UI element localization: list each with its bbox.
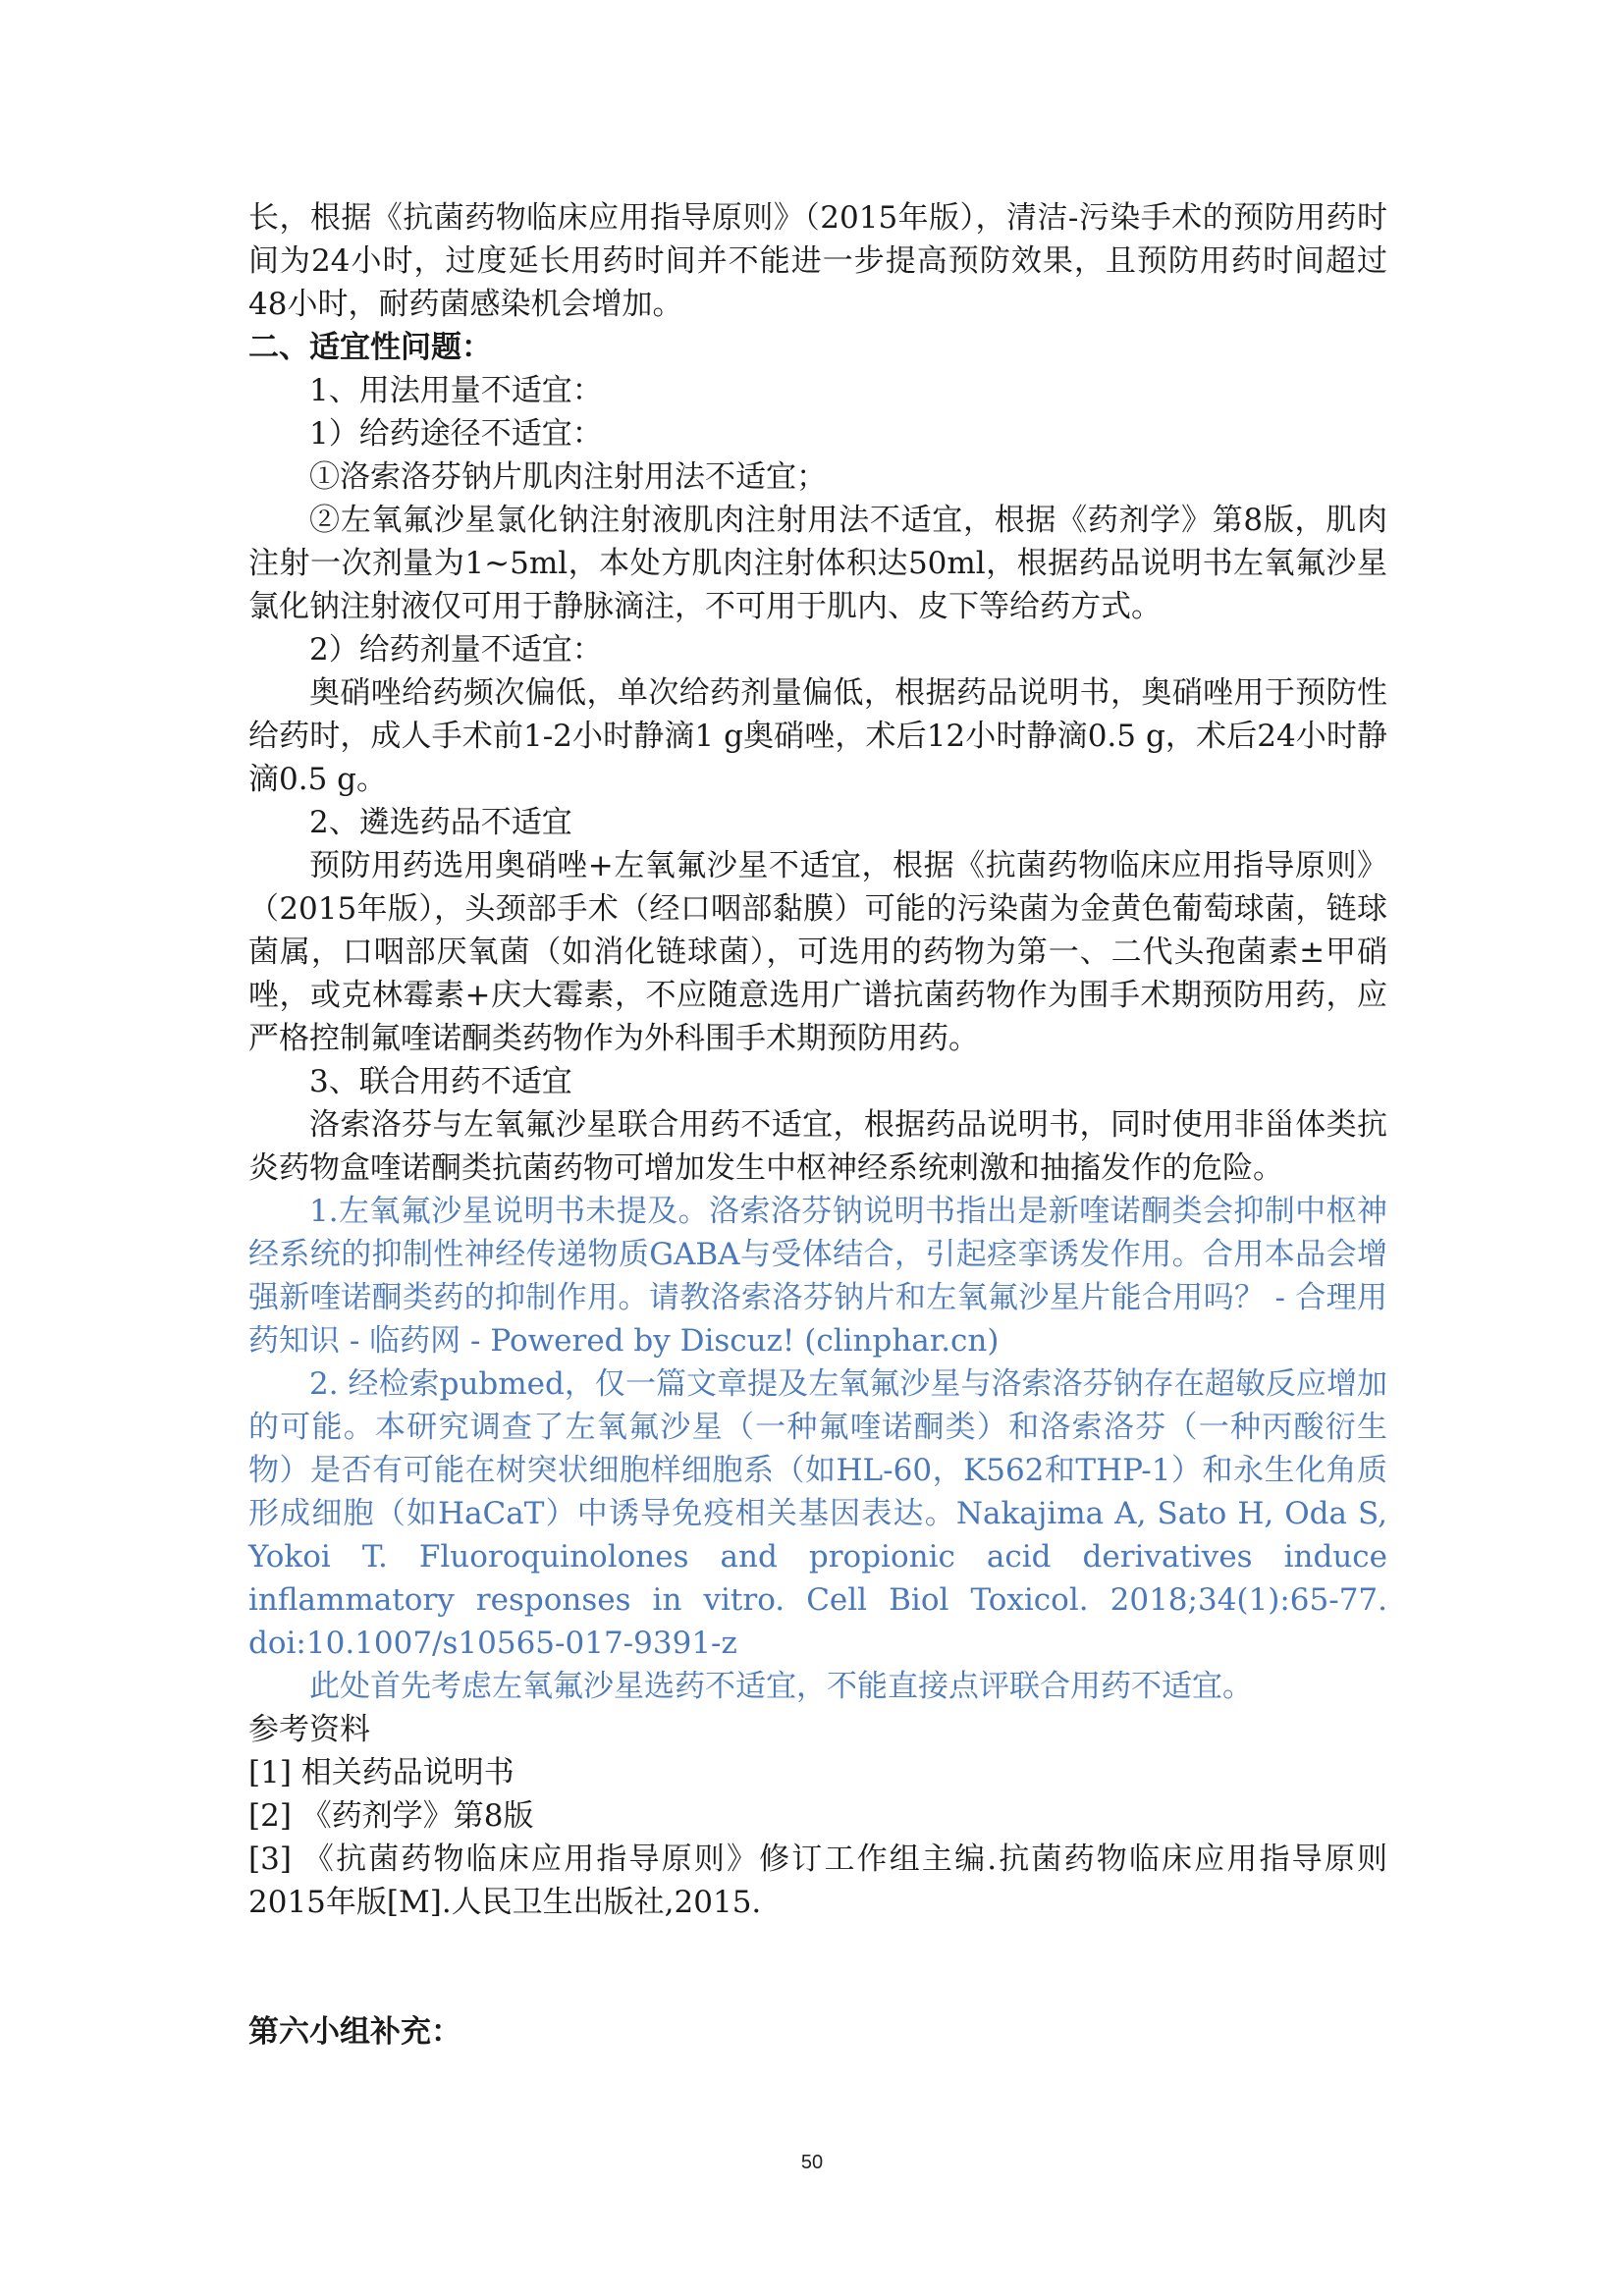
page-number: 50 [800,2152,824,2173]
subheading-combination: 3、联合用药不适宜 [309,1064,572,1099]
group-six-supplement-heading: 第六小组补充： [248,2014,461,2050]
comment-pubmed-note: 2. 经检索pubmed，仅一篇文章提及左氧氟沙星与洛索洛芬钠存在超敏反应增加的可能。本研究调查了左氧氟沙星（一种氟喹诺酮类）和洛索洛芬（一种丙酸衍生物）是否有可能在树突状细胞样细胞系（如HL-60，K562和THP-1）和永生化角质形成细胞（如HaCaT）中诱导免疫相关基因表达。Nakajima A, Sato H, Oda S, Yokoi T. Fluoroquinolones and propionic acid derivatives induce inflammatory responses in vitro. Cell Biol Toxicol. 2018;34(1):65-77. doi:10.1007/s10565-017-9391-z [248,1366,1387,1661]
subheading-drug-selection: 2、遴选药品不适宜 [309,805,572,840]
section-heading-appropriateness: 二、适宜性问题： [248,330,492,365]
subheading-dose: 2）给药剂量不适宜： [309,632,603,667]
paragraph-prophylaxis-duration: 长，根据《抗菌药物临床应用指导原则》（2015年版），清洁-污染手术的预防用药时间为24小时，过度延长用药时间并不能进一步提高预防效果，且预防用药时间超过48小时，耐药菌感染机会增加。 [248,200,1387,322]
subheading-usage-dosage: 1、用法用量不适宜： [309,373,603,408]
references-title: 参考资料 [248,1712,370,1747]
item-levofloxacin-route: ②左氧氟沙星氯化钠注射液肌肉注射用法不适宜，根据《药剂学》第8版，肌肉注射一次剂量为1~5ml，本处方肌肉注射体积达50ml，根据药品说明书左氧氟沙星氯化钠注射液仅可用于静脉滴注，不可用于肌内、皮下等给药方式。 [248,503,1387,624]
reference-item: [3] 《抗菌药物临床应用指导原则》修订工作组主编.抗菌药物临床应用指导原则2015年版[M].人民卫生出版社,2015. [248,1842,1387,1920]
vertical-spacer [248,1924,1387,2010]
comment-label-note: 1.左氧氟沙星说明书未提及。洛索洛芬钠说明书指出是新喹诺酮类会抑制中枢神经系统的抑制性神经传递物质GABA与受体结合，引起痉挛诱发作用。合用本品会增强新喹诺酮类药的抑制作用。请教洛索洛芬钠片和左氧氟沙星片能合用吗？ - 合理用药知识 - 临药网 - Powered by Discuz! (clinphar.cn) [248,1194,1387,1359]
paragraph-ornidazole-dose: 奥硝唑给药频次偏低，单次给药剂量偏低，根据药品说明书，奥硝唑用于预防性给药时，成人手术前1-2小时静滴1 g奥硝唑，术后12小时静滴0.5 g，术后24小时静滴0.5 g。 [248,675,1387,797]
page-content [248,196,1387,2054]
item-loxoprofen-route: ①洛索洛芬钠片肌肉注射用法不适宜； [309,459,827,495]
comment-conclusion: 此处首先考虑左氧氟沙星选药不适宜，不能直接点评联合用药不适宜。 [309,1669,1253,1704]
reference-item: [2] 《药剂学》第8版 [248,1798,534,1834]
paragraph-combination: 洛索洛芬与左氧氟沙星联合用药不适宜，根据药品说明书，同时使用非甾体类抗炎药物盒喹诺酮类抗菌药物可增加发生中枢神经系统刺激和抽搐发作的危险。 [248,1107,1387,1186]
paragraph-drug-selection: 预防用药选用奥硝唑+左氧氟沙星不适宜，根据《抗菌药物临床应用指导原则》（2015年版），头颈部手术（经口咽部黏膜）可能的污染菌为金黄色葡萄球菌，链球菌属，口咽部厌氧菌（如消化链球菌），可选用的药物为第一、二代头孢菌素±甲硝唑，或克林霉素+庆大霉素，不应随意选用广谱抗菌药物作为围手术期预防用药，应严格控制氟喹诺酮类药物作为外科围手术期预防用药。 [248,848,1387,1056]
reference-item: [1] 相关药品说明书 [248,1755,514,1790]
subheading-route: 1）给药途径不适宜： [309,416,603,452]
